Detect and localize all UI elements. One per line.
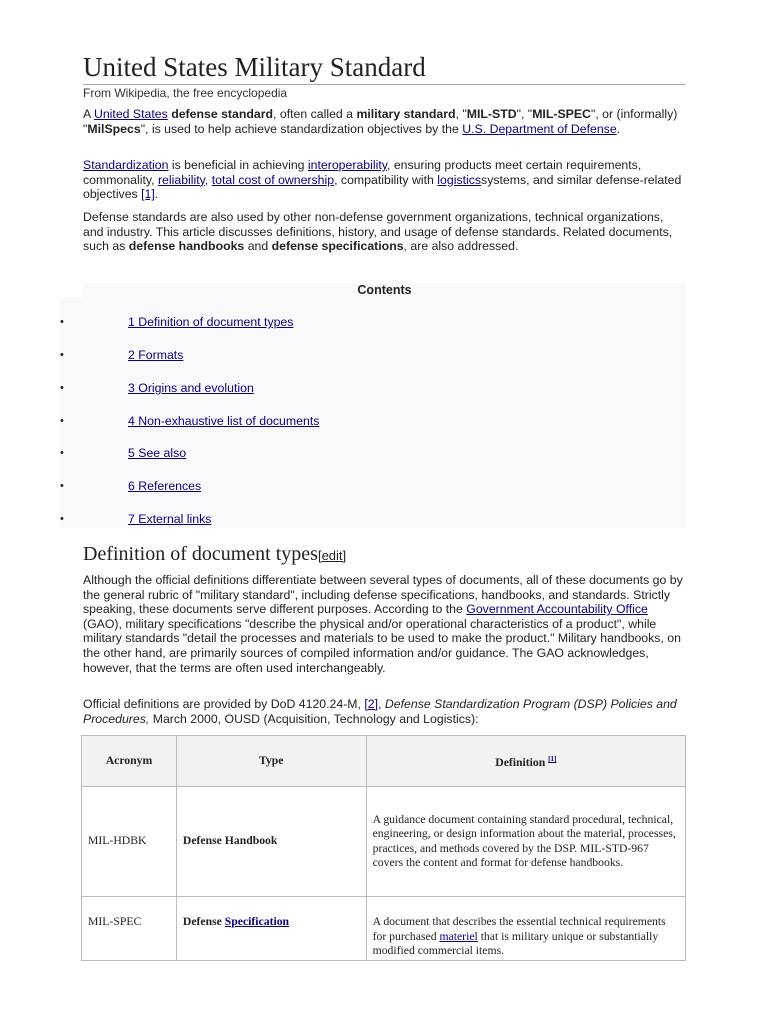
toc-item[interactable]: 2 Formats bbox=[128, 348, 184, 362]
intro-paragraph-3: Defense standards are also used by other non-defense government organizations, technical organizations, and industry. This article discusses definitions, history, and usage of defense standards. Related documents, such as defense handbooks and defense specifications, are also addressed. bbox=[83, 210, 673, 254]
bullet-icon: • bbox=[60, 447, 64, 459]
cell-type: Defense Specification bbox=[176, 897, 366, 961]
reference-link[interactable]: [1] bbox=[548, 754, 557, 763]
toc-item[interactable]: 4 Non-exhaustive list of documents bbox=[128, 414, 320, 428]
bullet-icon: • bbox=[60, 349, 64, 361]
cell-definition: A document that describes the essential technical requirements for purchased materiel that is military unique or substantially modified commercial items. bbox=[366, 897, 685, 961]
toc-item[interactable]: 5 See also bbox=[128, 446, 187, 460]
bullet-icon: • bbox=[60, 316, 64, 328]
tagline: From Wikipedia, the free encyclopedia bbox=[83, 86, 288, 100]
link-interoperability[interactable]: interoperability bbox=[307, 158, 387, 172]
link-logistics[interactable]: logistics bbox=[437, 172, 482, 187]
intro-paragraph-2: Standardization is beneficial in achieving interoperability, ensuring products meet certain requirements, commonality, reliability, total cost of ownership, compatibility with logisticssystems, and similar defense-related objectives [1]. bbox=[83, 158, 682, 202]
link-standardization[interactable]: Standardization bbox=[83, 158, 169, 172]
toc-item[interactable]: 7 External links bbox=[128, 512, 212, 526]
toc-item[interactable]: 3 Origins and evolution bbox=[128, 381, 254, 395]
table-row bbox=[82, 897, 686, 961]
intro-paragraph-1: A United States defense standard, often called a military standard, "MIL-STD", "MIL-SPEC", or (informally) "MilSpecs", is used to help achieve standardization objectives by the U.S. Department of Defense. bbox=[83, 107, 678, 136]
header-type: Type bbox=[176, 736, 366, 787]
toc-title: Contents bbox=[357, 283, 412, 297]
link-specification[interactable]: Specification bbox=[224, 915, 290, 928]
link-materiel[interactable]: materiel bbox=[439, 929, 478, 943]
section-heading: Definition of document types[edit] bbox=[83, 543, 347, 565]
edit-link[interactable]: [edit] bbox=[317, 548, 347, 563]
table-row bbox=[82, 787, 686, 897]
bullet-icon: • bbox=[60, 513, 64, 525]
link-us-department-of-defense[interactable]: U.S. Department of Defense bbox=[462, 121, 617, 136]
link-government-accountability-office[interactable]: Government Accountability Office bbox=[466, 602, 648, 617]
cell-acronym: MIL-SPEC bbox=[82, 897, 177, 961]
bullet-icon: • bbox=[60, 480, 64, 492]
link-reliability[interactable]: reliability bbox=[157, 172, 205, 187]
cell-definition: A guidance document containing standard procedural, technical, engineering, or design information about the material, processes, practices, and methods covered by the DSP. MIL-STD-967 covers the content and format for defense handbooks. bbox=[366, 787, 685, 897]
cell-type: Defense Handbook bbox=[176, 787, 366, 897]
link-total-cost-of-ownership[interactable]: total cost of ownership bbox=[211, 172, 335, 187]
toc-item[interactable]: 1 Definition of document types bbox=[128, 315, 294, 329]
toc-panel-edge bbox=[60, 297, 83, 528]
bullet-icon: • bbox=[60, 415, 64, 427]
section-paragraph-1: Although the official definitions differentiate between several types of documents, all of these documents go by the general rubric of "military standard", including defense specifications, handbooks, and standards. Strictly speaking, these documents serve different purposes. According to the Government Accountability Office (GAO), military specifications "describe the physical and/or operational characteristics of a product", while military standards "detail the processes and materials to be used to make the product." Military handbooks, on the other hand, are primarily sources of compiled information and/or guidance. The GAO acknowledges, however, that the terms are often used interchangeably. bbox=[83, 573, 683, 675]
header-definition: Definition [1] bbox=[366, 736, 685, 787]
definitions-table bbox=[81, 735, 686, 961]
cell-acronym: MIL-HDBK bbox=[82, 787, 177, 897]
toc-item[interactable]: 6 References bbox=[128, 479, 202, 493]
bullet-icon: • bbox=[60, 382, 64, 394]
table-header-row bbox=[82, 736, 686, 787]
section-paragraph-2: Official definitions are provided by DoD 4120.24-M, [2], Defense Standardization Program (DSP) Policies and Procedures, March 2000, OUSD (Acquisition, Technology and Logistics): bbox=[83, 697, 677, 726]
link-united-states[interactable]: United States bbox=[93, 107, 168, 121]
reference-link[interactable]: [2] bbox=[364, 697, 379, 711]
header-acronym: Acronym bbox=[82, 736, 177, 787]
page-title: United States Military Standard bbox=[83, 52, 686, 85]
reference-link[interactable]: [1] bbox=[141, 187, 155, 202]
